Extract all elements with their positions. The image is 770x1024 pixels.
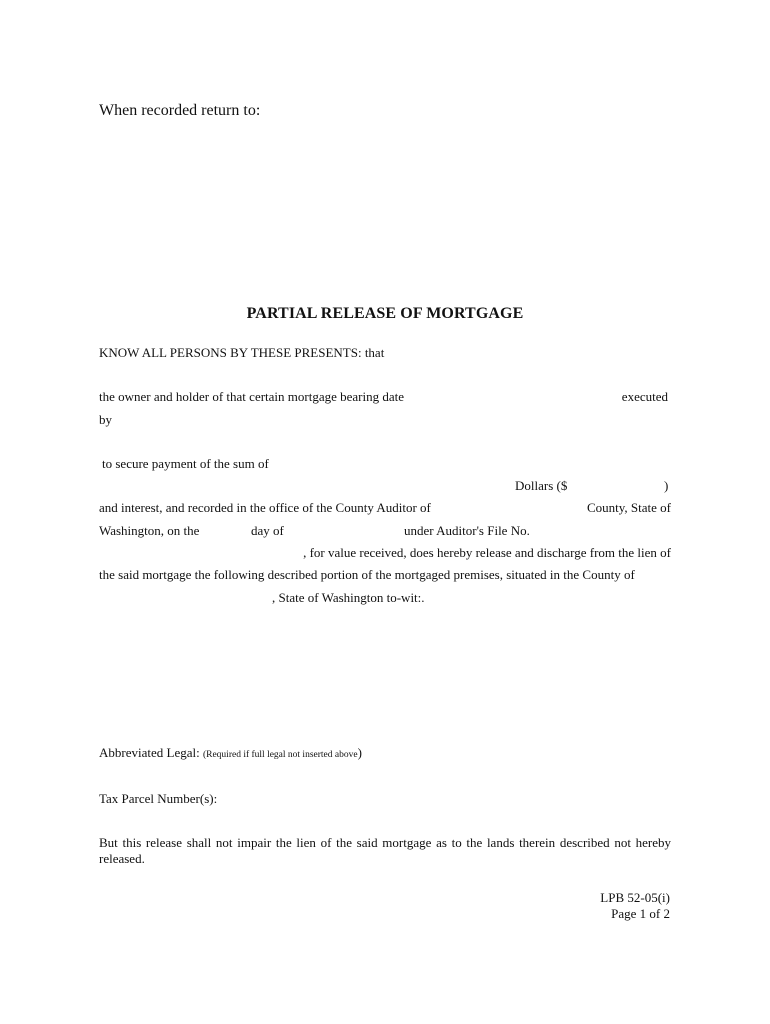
- executed-text: executed: [621, 389, 668, 404]
- said-mortgage-text: the said mortgage the following described portion of the mortgaged premises, situated in the County of: [99, 567, 635, 582]
- dollars-label: Dollars ($: [515, 478, 568, 493]
- return-to-label: When recorded return to:: [99, 102, 261, 119]
- closing-line-1: But this release shall not impair the lien of the said mortgage as to the lands therein described not hereby: [99, 835, 671, 850]
- interest-recorded-text: and interest, and recorded in the office of the County Auditor of: [99, 500, 431, 515]
- abbreviated-legal-label: Abbreviated Legal:: [99, 745, 200, 760]
- closing-paragraph: [99, 835, 671, 867]
- by-text: by: [99, 412, 112, 427]
- form-number: LPB 52-05(i): [600, 890, 670, 905]
- value-received-text: , for value received, does hereby release and discharge from the lien of: [303, 545, 671, 560]
- washington-on-text: Washington, on the: [99, 523, 200, 538]
- page-footer: [600, 890, 670, 922]
- know-all-persons-text: KNOW ALL PERSONS BY THESE PRESENTS: that: [99, 345, 385, 360]
- document-title: PARTIAL RELEASE OF MORTGAGE: [246, 305, 524, 322]
- page-number: Page 1 of 2: [611, 906, 670, 921]
- tax-parcel-label: Tax Parcel Number(s):: [99, 791, 218, 806]
- day-of-text: day of: [251, 523, 284, 538]
- dollars-close-paren: ): [664, 478, 669, 493]
- closing-line-2: released.: [99, 851, 145, 866]
- secure-payment-text: to secure payment of the sum of: [102, 456, 269, 471]
- state-washington-text: , State of Washington to-wit:.: [272, 590, 425, 605]
- auditors-file-text: under Auditor's File No.: [404, 523, 530, 538]
- abbreviated-legal-field: [99, 745, 362, 763]
- abbreviated-legal-note: (Required if full legal not inserted above: [202, 750, 358, 760]
- county-state-text: County, State of: [586, 500, 671, 515]
- owner-holder-text: the owner and holder of that certain mortgage bearing date: [99, 389, 405, 404]
- abbreviated-legal-note-close: ): [357, 745, 362, 760]
